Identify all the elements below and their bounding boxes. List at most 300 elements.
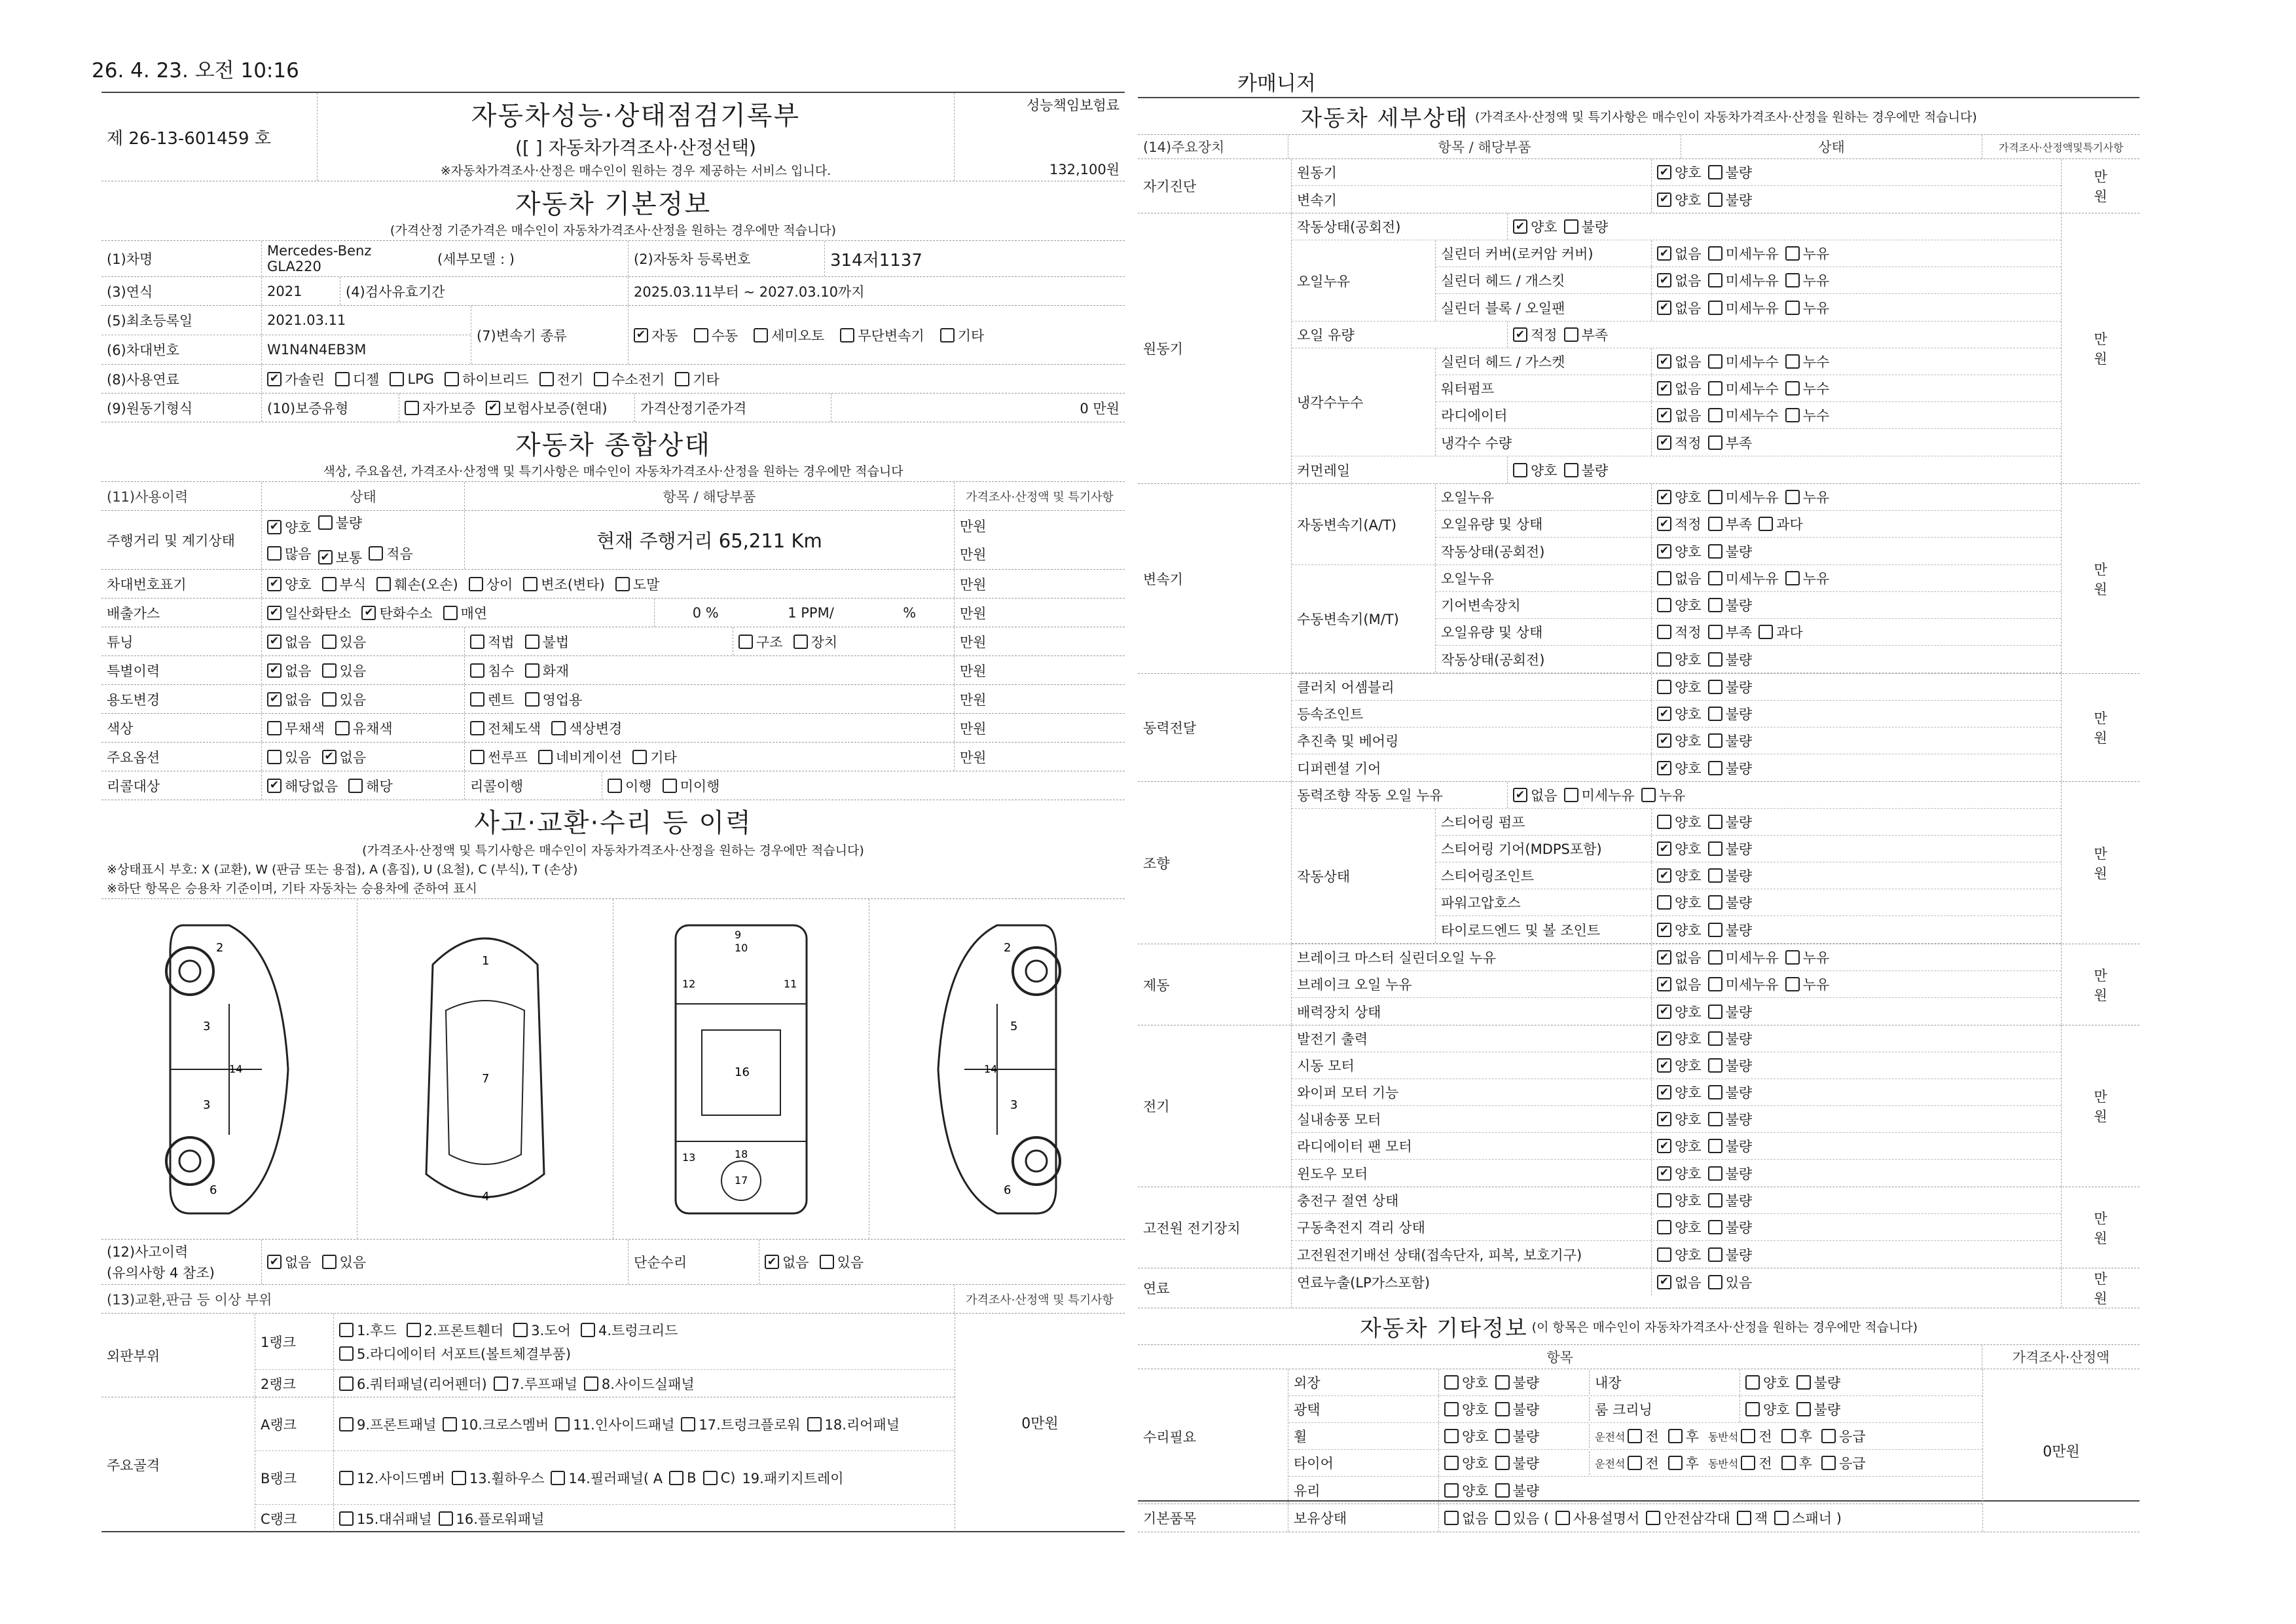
detail-state-header: 상태 xyxy=(1681,135,1982,158)
option-발전기-출력-0[interactable]: ✔ 양호 xyxy=(1657,1029,1702,1048)
option-오일유량-및-상태-0[interactable]: ✔ 적정 xyxy=(1657,514,1702,534)
option-클러치-어셈블리-0[interactable]: 양호 xyxy=(1657,677,1702,697)
interior-good[interactable]: 양호 xyxy=(1745,1373,1790,1392)
device-label: 자기진단 xyxy=(1138,159,1292,213)
option-충전구-절연-상태-1[interactable]: 불량 xyxy=(1708,1190,1753,1210)
recall-yes[interactable]: 해당 xyxy=(348,776,393,796)
odo-good[interactable]: ✔ 양호 xyxy=(267,517,312,537)
vin-label: (6)차대번호 xyxy=(107,342,179,358)
room-good[interactable]: 양호 xyxy=(1745,1399,1790,1419)
row-label: 기어변속장치 xyxy=(1436,592,1652,618)
gloss-bad[interactable]: 불량 xyxy=(1495,1399,1540,1419)
part-pillar-c[interactable]: C) xyxy=(703,1470,736,1486)
option-윈도우-모터-0[interactable]: ✔ 양호 xyxy=(1657,1164,1702,1183)
option-구동축전지-격리-상태-1[interactable]: 불량 xyxy=(1708,1217,1753,1237)
print-datetime: 26. 4. 23. 오전 10:16 xyxy=(92,59,299,83)
vin-plate-label: 차대번호표기 xyxy=(101,570,262,598)
part-quarter-panel[interactable]: 6.쿼터패널(리어펜더) xyxy=(339,1374,487,1393)
option-라디에이터-팬-모터-0[interactable]: ✔ 양호 xyxy=(1657,1136,1702,1156)
part-front-fender[interactable]: 2.프론트휀더 xyxy=(407,1320,503,1340)
option-스티어링-기어-MDPS포함-0[interactable]: ✔ 양호 xyxy=(1657,839,1702,858)
option-커먼레일-1[interactable]: 불량 xyxy=(1564,460,1609,480)
reg-label: (2)자동차 등록번호 xyxy=(629,241,825,276)
tire-bad[interactable]: 불량 xyxy=(1495,1453,1540,1473)
option-고전원전기배선-상태-접속단자-피복-보호기구-1[interactable]: 불량 xyxy=(1708,1245,1753,1264)
check-icon: ✔ xyxy=(1657,435,1671,450)
option-실린더-헤드-가스켓-0[interactable]: ✔ 없음 xyxy=(1657,352,1702,371)
other-room-label: 룸 크리닝 xyxy=(1590,1396,1740,1422)
row-label: 고전원전기배선 상태(접속단자, 피복, 보호기구) xyxy=(1292,1241,1652,1268)
option-원동기-0[interactable]: ✔ 양호 xyxy=(1657,162,1702,182)
trans-auto[interactable]: ✔ 자동 xyxy=(634,325,678,345)
accident-note: (가격조사·산정액 및 특기사항은 매수인이 자동차가격조사·산정을 원하는 경우에만 적습니다) xyxy=(362,843,864,858)
option-브레이크-마스터-실린더오일-누유-2[interactable]: 누유 xyxy=(1785,948,1830,967)
fuel-gasoline[interactable]: ✔ 가솔린 xyxy=(267,369,325,389)
glass-bad[interactable]: 불량 xyxy=(1495,1481,1540,1500)
warranty-insurer[interactable]: ✔ 보험사보증(현대) xyxy=(486,398,607,418)
part-pillar-a[interactable]: 14.필러패널( A xyxy=(551,1468,663,1488)
fuel-hybrid[interactable]: 하이브리드 xyxy=(445,369,528,389)
option-etc[interactable]: 기타 xyxy=(632,747,677,767)
basic-note: (가격산정 기준가격은 매수인이 자동차가격조사·산정을 원하는 경우에만 적습니다) xyxy=(390,223,837,238)
option-오일유량-및-상태-1[interactable]: 부족 xyxy=(1708,622,1753,642)
gas-co[interactable]: ✔ 일산화탄소 xyxy=(267,603,351,623)
check-icon: ✔ xyxy=(267,635,282,649)
other-gloss-label: 광택 xyxy=(1288,1396,1439,1422)
option-스티어링-펌프-0[interactable]: 양호 xyxy=(1657,812,1702,832)
check-icon: ✔ xyxy=(1657,517,1671,531)
part-side-sill[interactable]: 8.사이드실패널 xyxy=(584,1374,695,1393)
part-number: 4 xyxy=(482,1189,490,1204)
option-디퍼렌셜-기어-1[interactable]: 불량 xyxy=(1708,758,1753,778)
row-label: 오일유량 및 상태 xyxy=(1436,511,1652,537)
check-icon: ✔ xyxy=(361,606,376,620)
tuning-label: 튜닝 xyxy=(101,627,262,655)
wheel-driver-front[interactable]: 전 xyxy=(1628,1426,1658,1446)
own-triangle[interactable]: 안전삼각대 xyxy=(1646,1508,1730,1528)
option-연료누출-LP가스포함-0[interactable]: ✔ 없음 xyxy=(1657,1272,1702,1292)
simple-none[interactable]: ✔ 없음 xyxy=(765,1252,809,1272)
option-와이퍼-모터-기능-1[interactable]: 불량 xyxy=(1708,1082,1753,1102)
option-기어변속장치-0[interactable]: 양호 xyxy=(1657,595,1702,615)
option-실린더-헤드-가스켓-2[interactable]: 누수 xyxy=(1785,352,1830,371)
price-unit: 만 xyxy=(2094,845,2107,862)
option-오일-유량-0[interactable]: ✔ 적정 xyxy=(1513,325,1558,344)
part-trunk-lid[interactable]: 4.트렁크리드 xyxy=(581,1320,678,1340)
use-history-header: (11)사용이력 xyxy=(101,482,262,510)
trans-manual[interactable]: 수동 xyxy=(694,325,738,345)
recall-notdone[interactable]: 미이행 xyxy=(663,776,720,796)
odo-normal[interactable]: ✔ 보통 xyxy=(318,547,363,567)
option-none[interactable]: ✔ 없음 xyxy=(322,747,367,767)
accident-legend-2: ※하단 항목은 승용차 기준이며, 기타 자동차는 승용차에 준하여 표시 xyxy=(107,881,477,896)
option-브레이크-오일-누유-0[interactable]: ✔ 없음 xyxy=(1657,974,1702,994)
option-등속조인트-0[interactable]: ✔ 양호 xyxy=(1657,704,1702,724)
option-오일유량-및-상태-0[interactable]: 적정 xyxy=(1657,622,1702,642)
option-작동상태-공회전-0[interactable]: ✔ 양호 xyxy=(1657,542,1702,561)
vin-plate-corrosion[interactable]: 부식 xyxy=(322,574,367,594)
vin-plate-altered[interactable]: 변조(변타) xyxy=(523,574,605,594)
option-작동상태-공회전-1[interactable]: 불량 xyxy=(1564,217,1609,236)
option-오일누유-2[interactable]: 누유 xyxy=(1785,487,1830,507)
option-실내송풍-모터-0[interactable]: ✔ 양호 xyxy=(1657,1109,1702,1129)
option-작동상태-공회전-0[interactable]: 양호 xyxy=(1657,650,1702,669)
option-라디에이터-팬-모터-1[interactable]: 불량 xyxy=(1708,1136,1753,1156)
fuel-etc[interactable]: 기타 xyxy=(675,369,720,389)
option-냉각수-수량-0[interactable]: ✔ 적정 xyxy=(1657,433,1702,452)
option-타이로드엔드-및-볼-조인트-1[interactable]: 불량 xyxy=(1708,920,1753,940)
simple-repair-label: 단순수리 xyxy=(629,1240,759,1284)
option-실내송풍-모터-1[interactable]: 불량 xyxy=(1708,1109,1753,1129)
option-추진축-및-베어링-0[interactable]: ✔ 양호 xyxy=(1657,731,1702,750)
part-trunk-floor[interactable]: 17.트렁크플로워 xyxy=(681,1414,800,1434)
row-label: 작동상태(공회전) xyxy=(1292,213,1508,240)
special-flood[interactable]: 침수 xyxy=(470,661,515,680)
usage-label: 용도변경 xyxy=(101,685,262,713)
fuel-diesel[interactable]: 디젤 xyxy=(335,369,380,389)
sub-group-label: 수동변속기(M/T) xyxy=(1292,565,1436,673)
doc-title: 자동차성능·상태점검기록부 xyxy=(471,101,801,131)
option-실린더-커버-로커암-커버-0[interactable]: ✔ 없음 xyxy=(1657,244,1702,263)
accident-title: 사고·교환·수리 등 이력 xyxy=(474,808,752,838)
wheel-bad[interactable]: 불량 xyxy=(1495,1426,1540,1446)
option-라디에이터-0[interactable]: ✔ 없음 xyxy=(1657,405,1702,425)
other-value: 0만원 xyxy=(1982,1369,2140,1532)
option-동력조향-작동-오일-누유-2[interactable]: 누유 xyxy=(1641,785,1686,805)
color-full-paint[interactable]: 전체도색 xyxy=(470,718,541,738)
color-chromatic[interactable]: 유채색 xyxy=(335,718,393,738)
fuel-lpg[interactable]: LPG xyxy=(390,371,434,387)
sub-group-label: 냉각수누수 xyxy=(1292,348,1436,456)
check-icon: ✔ xyxy=(267,520,282,534)
part-front-panel[interactable]: 9.프론트패널 xyxy=(339,1414,436,1434)
room-bad[interactable]: 불량 xyxy=(1796,1399,1841,1419)
own-jack[interactable]: 잭 xyxy=(1737,1508,1768,1528)
option-브레이크-마스터-실린더오일-누유-0[interactable]: ✔ 없음 xyxy=(1657,948,1702,967)
own-spanner[interactable]: 스패너 ) xyxy=(1774,1508,1842,1528)
check-icon: ✔ xyxy=(1513,219,1527,234)
fuel-electric[interactable]: 전기 xyxy=(539,369,584,389)
option-워터펌프-0[interactable]: ✔ 없음 xyxy=(1657,378,1702,398)
check-icon: ✔ xyxy=(267,663,282,678)
gas-hc[interactable]: ✔ 탄화수소 xyxy=(361,603,432,623)
interior-bad[interactable]: 불량 xyxy=(1796,1373,1841,1392)
special-fire[interactable]: 화재 xyxy=(525,661,570,680)
option-브레이크-오일-누유-2[interactable]: 누유 xyxy=(1785,974,1830,994)
tire-driver-front[interactable]: 전 xyxy=(1628,1453,1658,1473)
doc-subtitle: ([ ] 자동차가격조사·산정선택) xyxy=(515,137,756,158)
exterior-good[interactable]: 양호 xyxy=(1444,1373,1489,1392)
wheel-driver-rear[interactable]: 후 xyxy=(1668,1426,1699,1446)
tuning-none[interactable]: ✔ 없음 xyxy=(267,632,312,652)
part-radiator-support[interactable]: 5.라디에이터 서포트(볼트체결부품) xyxy=(339,1344,571,1363)
outer-panel-label: 외판부위 xyxy=(101,1314,255,1397)
row-label: 스티어링 기어(MDPS포함) xyxy=(1436,836,1652,862)
option-오일누유-1[interactable]: 미세누유 xyxy=(1708,487,1779,507)
option-고전원전기배선-상태-접속단자-피복-보호기구-0[interactable]: 양호 xyxy=(1657,1245,1702,1264)
part-number: 2 xyxy=(216,940,224,955)
odo-few[interactable]: 적음 xyxy=(369,544,413,563)
color-change[interactable]: 색상변경 xyxy=(551,718,622,738)
simple-yes[interactable]: 있음 xyxy=(820,1252,864,1272)
option-와이퍼-모터-기능-0[interactable]: ✔ 양호 xyxy=(1657,1082,1702,1102)
row-label: 추진축 및 베어링 xyxy=(1292,728,1652,754)
part-hood[interactable]: 1.후드 xyxy=(339,1320,397,1340)
price-unit: 만원 xyxy=(960,692,987,708)
part-roof-panel[interactable]: 7.루프패널 xyxy=(494,1374,577,1393)
option-동력조향-작동-오일-누유-0[interactable]: ✔ 없음 xyxy=(1513,785,1558,805)
option-원동기-1[interactable]: 불량 xyxy=(1708,162,1753,182)
sub-group-label: 작동상태 xyxy=(1292,809,1436,943)
part-door[interactable]: 3.도어 xyxy=(513,1320,571,1340)
row-label: 라디에이터 팬 모터 xyxy=(1292,1133,1652,1159)
usage-none[interactable]: ✔ 없음 xyxy=(267,690,312,709)
option-배력장치-상태-1[interactable]: 불량 xyxy=(1708,1002,1753,1022)
option-작동상태-공회전-0[interactable]: ✔ 양호 xyxy=(1513,217,1558,236)
option-오일누유-2[interactable]: 누유 xyxy=(1785,568,1830,588)
check-icon: ✔ xyxy=(1657,761,1671,775)
gas-co-value: 0 % xyxy=(692,604,719,621)
doc-note: ※자동차가격조사·산정은 매수인이 원하는 경우 제공하는 서비스 입니다. xyxy=(440,164,831,178)
tuning-device[interactable]: 장치 xyxy=(793,632,838,652)
option-작동상태-공회전-1[interactable]: 불량 xyxy=(1708,650,1753,669)
fuel-label: (8)사용연료 xyxy=(101,365,262,393)
part-number: 14 xyxy=(984,1062,998,1075)
detail-note: (가격조사·산정액 및 특기사항은 매수인이 자동차가격조사·산정을 원하는 경우에만 적습니다) xyxy=(1475,110,1977,124)
usage-yes[interactable]: 있음 xyxy=(322,690,367,709)
check-icon: ✔ xyxy=(267,1255,282,1269)
odo-bad[interactable]: 불량 xyxy=(318,513,363,532)
option-연료누출-LP가스포함-1[interactable]: 있음 xyxy=(1708,1272,1753,1292)
other-glass-label: 유리 xyxy=(1288,1477,1439,1504)
option-실린더-헤드-개스킷-2[interactable]: 누유 xyxy=(1785,270,1830,290)
special-yes[interactable]: 있음 xyxy=(322,661,367,680)
odo-many[interactable]: 많음 xyxy=(267,544,312,563)
option-실린더-커버-로커암-커버-1[interactable]: 미세누유 xyxy=(1708,244,1779,263)
glass-good[interactable]: 양호 xyxy=(1444,1481,1489,1500)
other-note: (이 항목은 매수인이 자동차가격조사·산정을 원하는 경우에만 적습니다) xyxy=(1531,1320,1918,1335)
year-label: (3)연식 xyxy=(101,277,262,305)
tuning-structure[interactable]: 구조 xyxy=(738,632,783,652)
tire-passenger-rear[interactable]: 후 xyxy=(1781,1453,1812,1473)
part-cross-member[interactable]: 10.크로스멤버 xyxy=(443,1414,549,1434)
option-실린더-블록-오일팬-1[interactable]: 미세누유 xyxy=(1708,298,1779,318)
option-구동축전지-격리-상태-0[interactable]: 양호 xyxy=(1657,1217,1702,1237)
option-스티어링조인트-0[interactable]: ✔ 양호 xyxy=(1657,866,1702,885)
row-label: 스티어링조인트 xyxy=(1436,862,1652,889)
wheel-passenger-front[interactable]: 전 xyxy=(1741,1426,1772,1446)
option-냉각수-수량-1[interactable]: 부족 xyxy=(1708,433,1753,452)
trans-semi[interactable]: 세미오토 xyxy=(754,325,824,345)
option-변속기-1[interactable]: 불량 xyxy=(1708,190,1753,210)
option-등속조인트-1[interactable]: 불량 xyxy=(1708,704,1753,724)
tire-driver-rear[interactable]: 후 xyxy=(1668,1453,1699,1473)
vin-plate-damage[interactable]: 훼손(오손) xyxy=(376,574,458,594)
vin-plate-good[interactable]: ✔ 양호 xyxy=(267,574,312,594)
car-diagram xyxy=(101,899,1125,1240)
part-rear-panel[interactable]: 18.리어패널 xyxy=(807,1414,900,1434)
option-스티어링조인트-1[interactable]: 불량 xyxy=(1708,866,1753,885)
wheel-good[interactable]: 양호 xyxy=(1444,1426,1489,1446)
option-navi[interactable]: 네비게이션 xyxy=(538,747,622,767)
accident-yes[interactable]: 있음 xyxy=(322,1252,367,1272)
row-label: 변속기 xyxy=(1292,186,1652,213)
option-추진축-및-베어링-1[interactable]: 불량 xyxy=(1708,731,1753,750)
check-icon: ✔ xyxy=(1657,1166,1671,1181)
parts-value: 0만원 xyxy=(955,1314,1125,1532)
tuning-yes[interactable]: 있음 xyxy=(322,632,367,652)
part-dash-panel[interactable]: 15.대쉬패널 xyxy=(339,1509,432,1528)
check-icon: ✔ xyxy=(322,750,337,764)
option-파워고압호스-1[interactable]: 불량 xyxy=(1708,893,1753,912)
row-label: 커먼레일 xyxy=(1292,456,1508,483)
option-브레이크-마스터-실린더오일-누유-1[interactable]: 미세누유 xyxy=(1708,948,1779,967)
option-발전기-출력-1[interactable]: 불량 xyxy=(1708,1029,1753,1048)
part-side-member[interactable]: 12.사이드멤버 xyxy=(339,1468,445,1488)
tuning-legal[interactable]: 적법 xyxy=(470,632,515,652)
option-오일유량-및-상태-2[interactable]: 과다 xyxy=(1758,514,1803,534)
color-label: 색상 xyxy=(101,714,262,742)
part-wheel-house[interactable]: 13.휠하우스 xyxy=(452,1468,545,1488)
option-워터펌프-1[interactable]: 미세누수 xyxy=(1708,378,1779,398)
option-커먼레일-0[interactable]: 양호 xyxy=(1513,460,1558,480)
part-number: 17 xyxy=(735,1173,748,1187)
option-실린더-블록-오일팬-0[interactable]: ✔ 없음 xyxy=(1657,298,1702,318)
row-label: 동력조향 작동 오일 누유 xyxy=(1292,782,1508,808)
base-price-label: 가격산정기준가격 xyxy=(635,394,831,422)
option-충전구-절연-상태-0[interactable]: 양호 xyxy=(1657,1190,1702,1210)
option-실린더-블록-오일팬-2[interactable]: 누유 xyxy=(1785,298,1830,318)
tire-passenger-front[interactable]: 전 xyxy=(1741,1453,1772,1473)
option-오일누유-1[interactable]: 미세누유 xyxy=(1708,568,1779,588)
option-sunroof[interactable]: 썬루프 xyxy=(470,747,528,767)
own-yes[interactable]: 있음 ( xyxy=(1495,1508,1549,1528)
check-icon: ✔ xyxy=(1657,868,1671,883)
option-배력장치-상태-0[interactable]: ✔ 양호 xyxy=(1657,1002,1702,1022)
exterior-bad[interactable]: 불량 xyxy=(1495,1373,1540,1392)
option-파워고압호스-0[interactable]: 양호 xyxy=(1657,893,1702,912)
option-실린더-헤드-개스킷-1[interactable]: 미세누유 xyxy=(1708,270,1779,290)
option-클러치-어셈블리-1[interactable]: 불량 xyxy=(1708,677,1753,697)
warranty-self[interactable]: 자가보증 xyxy=(405,398,475,418)
option-라디에이터-2[interactable]: 누수 xyxy=(1785,405,1830,425)
trans-cvt[interactable]: 무단변속기 xyxy=(840,325,924,345)
check-icon: ✔ xyxy=(1657,950,1671,965)
recall-none[interactable]: ✔ 해당없음 xyxy=(267,776,338,796)
row-label: 실린더 헤드 / 개스킷 xyxy=(1436,267,1652,293)
gas-smoke-unit: % xyxy=(903,604,917,621)
sub-model-label: (세부모델 : ) xyxy=(432,241,629,276)
option-오일유량-및-상태-1[interactable]: 부족 xyxy=(1708,514,1753,534)
option-스티어링-기어-MDPS포함-1[interactable]: 불량 xyxy=(1708,839,1753,858)
usage-rent[interactable]: 렌트 xyxy=(470,690,515,709)
part-number: 13 xyxy=(682,1151,696,1164)
tire-emergency[interactable]: 응급 xyxy=(1821,1453,1866,1473)
option-실린더-헤드-가스켓-1[interactable]: 미세누수 xyxy=(1708,352,1779,371)
check-icon: ✔ xyxy=(1513,788,1527,802)
part-inside-panel[interactable]: 11.인사이드패널 xyxy=(555,1414,674,1434)
main-frame-label: 주요골격 xyxy=(101,1397,255,1532)
color-achromatic[interactable]: 무채색 xyxy=(267,718,325,738)
tire-good[interactable]: 양호 xyxy=(1444,1453,1489,1473)
price-unit: 만 xyxy=(2094,331,2107,347)
option-윈도우-모터-1[interactable]: 불량 xyxy=(1708,1164,1753,1183)
option-기어변속장치-1[interactable]: 불량 xyxy=(1708,595,1753,615)
option-동력조향-작동-오일-누유-1[interactable]: 미세누유 xyxy=(1564,785,1635,805)
row-label: 실린더 커버(로커암 커버) xyxy=(1436,240,1652,267)
wheel-passenger-rear[interactable]: 후 xyxy=(1781,1426,1812,1446)
price-unit: 원 xyxy=(2094,1291,2107,1306)
price-unit: 원 xyxy=(2094,189,2107,204)
option-오일-유량-1[interactable]: 부족 xyxy=(1564,325,1609,344)
option-오일누유-0[interactable]: ✔ 양호 xyxy=(1657,487,1702,507)
option-브레이크-오일-누유-1[interactable]: 미세누유 xyxy=(1708,974,1779,994)
vin-plate-smeared[interactable]: 도말 xyxy=(615,574,660,594)
trans-etc[interactable]: 기타 xyxy=(940,325,985,345)
recall-done[interactable]: 이행 xyxy=(608,776,652,796)
option-워터펌프-2[interactable]: 누수 xyxy=(1785,378,1830,398)
price-unit: 만원 xyxy=(960,547,987,563)
option-스티어링-펌프-1[interactable]: 불량 xyxy=(1708,812,1753,832)
own-manual[interactable]: 사용설명서 xyxy=(1556,1508,1639,1528)
usage-business[interactable]: 영업용 xyxy=(525,690,583,709)
option-라디에이터-1[interactable]: 미세누수 xyxy=(1708,405,1779,425)
option-yes[interactable]: 있음 xyxy=(267,747,312,767)
own-none[interactable]: 없음 xyxy=(1444,1508,1489,1528)
other-exterior-label: 외장 xyxy=(1288,1369,1439,1395)
row-label: 타이로드엔드 및 볼 조인트 xyxy=(1436,916,1652,943)
accident-none[interactable]: ✔ 없음 xyxy=(267,1252,312,1272)
option-타이로드엔드-및-볼-조인트-0[interactable]: ✔ 양호 xyxy=(1657,920,1702,940)
check-icon: ✔ xyxy=(1657,707,1671,721)
part-number: 6 xyxy=(1004,1183,1011,1197)
price-unit: 만 xyxy=(2094,967,2107,984)
option-오일누유-0[interactable]: 없음 xyxy=(1657,568,1702,588)
rank-b-label: B랭크 xyxy=(255,1451,334,1504)
option-시동-모터-1[interactable]: 불량 xyxy=(1708,1056,1753,1075)
price-unit: 원 xyxy=(2094,730,2107,746)
option-변속기-0[interactable]: ✔ 양호 xyxy=(1657,190,1702,210)
option-실린더-커버-로커암-커버-2[interactable]: 누유 xyxy=(1785,244,1830,263)
check-icon: ✔ xyxy=(1657,1031,1671,1046)
option-디퍼렌셜-기어-0[interactable]: ✔ 양호 xyxy=(1657,758,1702,778)
odometer-reading: 현재 주행거리 65,211 Km xyxy=(465,511,955,569)
row-label: 오일유량 및 상태 xyxy=(1436,619,1652,645)
basic-items-label: 기본품목 xyxy=(1138,1504,1288,1532)
option-오일유량-및-상태-2[interactable]: 과다 xyxy=(1758,622,1803,642)
wheel-emergency[interactable]: 응급 xyxy=(1821,1426,1866,1446)
check-icon: ✔ xyxy=(1657,165,1671,179)
part-floor-panel[interactable]: 16.플로워패널 xyxy=(439,1509,545,1528)
car-top-view xyxy=(357,899,613,1239)
price-unit: 만 xyxy=(2094,561,2107,578)
gas-smoke[interactable]: 매연 xyxy=(443,603,488,623)
fuel-hydrogen[interactable]: 수소전기 xyxy=(594,369,665,389)
tuning-illegal[interactable]: 불법 xyxy=(525,632,570,652)
passenger-label: 동반석 xyxy=(1707,1430,1739,1443)
part-pillar-b[interactable]: B xyxy=(669,1470,696,1486)
device-label: 변속기 xyxy=(1138,484,1292,673)
option-실린더-헤드-개스킷-0[interactable]: ✔ 없음 xyxy=(1657,270,1702,290)
detail-item-header: 항목 / 해당부품 xyxy=(1288,135,1681,158)
vin-value: W1N4N4EB3M xyxy=(267,342,367,358)
option-시동-모터-0[interactable]: ✔ 양호 xyxy=(1657,1056,1702,1075)
option-작동상태-공회전-1[interactable]: 불량 xyxy=(1708,542,1753,561)
special-none[interactable]: ✔ 없음 xyxy=(267,661,312,680)
gloss-good[interactable]: 양호 xyxy=(1444,1399,1489,1419)
price-unit: 원 xyxy=(2094,987,2107,1003)
vin-plate-diff[interactable]: 상이 xyxy=(469,574,513,594)
